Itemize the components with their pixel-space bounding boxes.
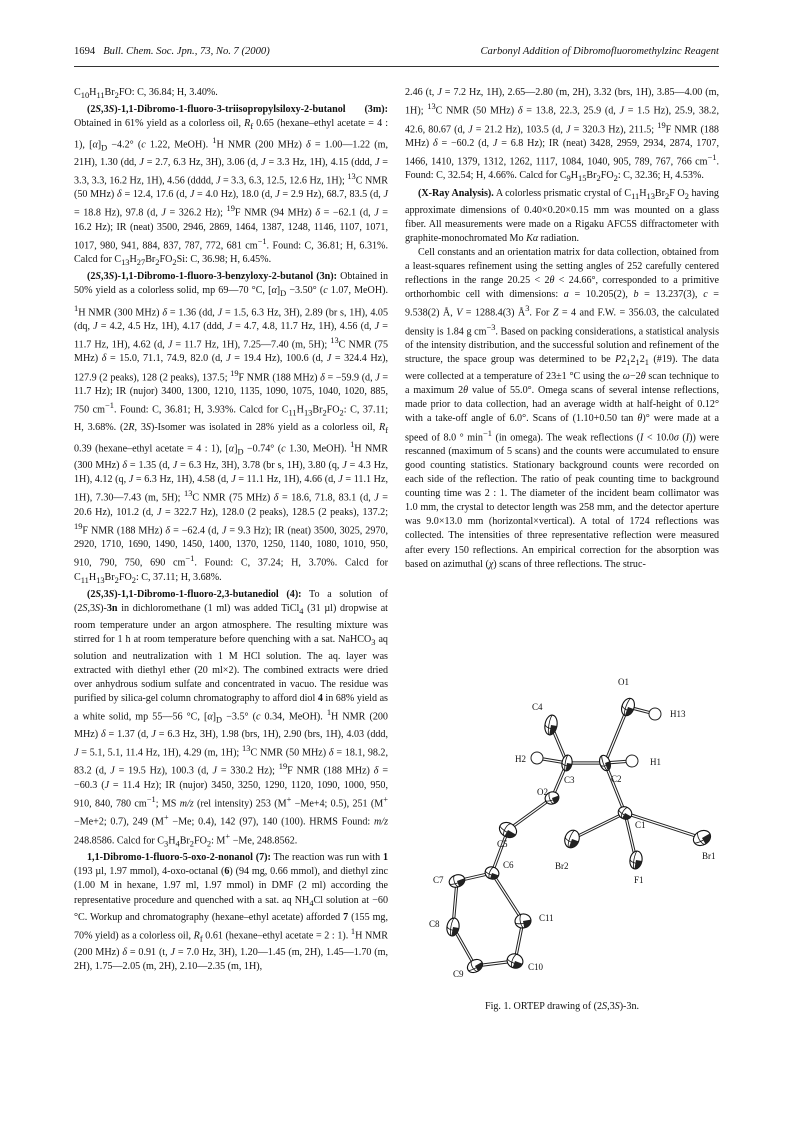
thermal-ellipsoid <box>447 873 466 890</box>
atom-label: C6 <box>503 860 514 870</box>
journal-citation: Bull. Chem. Soc. Jpn., 73, No. 7 (2000) <box>103 46 270 57</box>
figure-caption: Fig. 1. ORTEP drawing of (2S,3S)-3n. <box>484 1001 640 1012</box>
atom-label: C5 <box>497 839 508 849</box>
thermal-ellipsoid <box>562 828 581 850</box>
paragraph: (X-Ray Analysis). A colorless prismatic crystal of $C_{11}H_{13}Br_2F$ $O_2$ having approximate dimensions of 0.40×0.20×0.15 mm was mounted on a glass fiber. All measurements were made on a Rigaku AFC5S diffractometer with graphite-monochromated Mo Kα radiation. <box>405 187 719 244</box>
thermal-ellipsoid <box>505 952 525 971</box>
header-rule <box>74 66 719 67</box>
thermal-ellipsoid <box>514 913 532 930</box>
atom-label: O2 <box>537 787 548 797</box>
thermal-ellipsoid <box>483 865 500 881</box>
atom-label: C1 <box>635 820 646 830</box>
thermal-ellipsoid <box>691 827 714 848</box>
hydrogen-atom <box>531 752 543 764</box>
thermal-ellipsoid <box>598 754 613 772</box>
ortep-drawing <box>405 655 719 995</box>
atom-label: C7 <box>433 875 444 885</box>
atom-label: F1 <box>634 875 644 885</box>
atom-label: H1 <box>650 757 661 767</box>
atom-label: C11 <box>539 913 554 923</box>
thermal-ellipsoid <box>561 754 574 771</box>
paragraph: 1,1-Dibromo-1-fluoro-5-oxo-2-nonanol (7): The reaction was run with 1 (193 µl, 1.97 mmol), 4-oxo-octanal (6) (94 mg, 0.66 mmol), and diethyl zinc (1.00 M in hexane, 1.97 ml, 1.97 mmol) in DMF (2 ml) according the representative procedure and quenched with a sat. aq $NH_4Cl$ solution at −60 °C. Workup and chromatography (hexane–ethyl acetate) afforded 7 (155 mg, 70% yield) as a colorless oil, $R_f$ 0.61 (hexane–ethyl acetate = 2 : 1). $^1$H NMR (200 MHz) δ = 0.91 (t, J = 7.0 Hz, 3H), 1.20—1.45 (m, 2H), 1.45—1.70 (m, 2H), 1.75—2.05 (m, 2H), 2.10—2.35 (m, 1H), <box>74 852 389 973</box>
page-number: 1694 <box>74 46 96 57</box>
hydrogen-atom <box>626 755 638 767</box>
atom-label: O1 <box>618 677 629 687</box>
page-header <box>74 46 719 62</box>
atom-label: H2 <box>515 754 526 764</box>
paragraph: 2.46 (t, J = 7.2 Hz, 1H), 2.65—2.80 (m, 2H), 3.32 (brs, 1H), 3.85—4.00 (m, 1H); $^{13}$C NMR (50 MHz) δ = 13.8, 22.3, 25.9 (d, J = 1.5 Hz), 25.9, 38.2, 42.6, 80.67 (d, J = 21.2 Hz), 103.5 (d, J = 320.3 Hz), 211.5; $^{19}$F NMR (188 MHz) δ = −60.2 (d, J = 6.8 Hz); IR (neat) 3428, 2959, 2934, 2874, 1707, 1466, 1410, 1379, 1312, 1262, 1117, 1084, 1040, 905, 789, 767, 766 $cm^{-1}$. Found: C, 32.54; H, 4.66%. Calcd for $C_9H_{15}Br_2FO_2$: C, 32.36; H, 4.53%. <box>405 87 720 184</box>
atom-label: C4 <box>532 702 543 712</box>
ortep-figure <box>405 655 719 1025</box>
paragraph: (2S,3S)-1,1-Dibromo-1-fluoro-3-triisopropylsiloxy-2-butanol (3m): Obtained in 61% yield as a colorless oil, $R_f$ 0.65 (hexane–ethyl acetate = 4 : 1), $[\alpha]_D -4.2^\circ$ (c 1.22, MeOH). $^1$H NMR (200 MHz) δ = 1.00—1.22 (m, 21H), 1.30 (dd, J = 2.7, 6.3 Hz, 3H), 3.06 (d, J = 3.3 Hz, 1H), 4.15 (ddd, J = 3.3, 3.3, 16.2 Hz, 1H), 4.56 (dddd, J = 3.3, 6.3, 12.5, 12.6 Hz, 1H); $^{13}$C NMR (50 MHz) δ = 12.4, 17.6 (d, J = 4.0 Hz), 18.0 (d, J = 2.9 Hz), 68.7, 83.5 (d, J = 18.8 Hz), 97.8 (d, J = 326.2 Hz); $^{19}$F NMR (94 MHz) δ = −62.1 (d, J = 16.2 Hz); IR (neat) 3500, 2946, 2869, 1464, 1387, 1248, 1146, 1107, 1071, 1017, 980, 941, 884, 837, 787, 772, 681 $cm^{-1}$. Found: C, 36.81; H, 6.31%. Calcd for $C_{13}H_{27}Br_2FO_2Si$: C, 36.98; H, 6.45%. <box>74 104 389 268</box>
paragraph: (2S,3S)-1,1-Dibromo-1-fluoro-3-benzyloxy-2-butanol (3n): Obtained in 50% yield as a colorless solid, mp 69—70 °C, $[\alpha]_D -3.50^\circ$ (c 1.07, MeOH). $^1$H NMR (300 MHz) δ = 1.36 (dd, J = 1.5, 6.3 Hz, 3H), 2.89 (br s, 1H), 4.05 (dq, J = 4.2, 4.5 Hz, 1H), 4.17 (ddd, J = 4.7, 4.8, 11.7 Hz, 1H), 4.56 (d, J = 11.7 Hz, 1H), 4.62 (d, J = 11.7 Hz, 1H), 7.25—7.40 (m, 5H); $^{13}$C NMR (75 MHz) δ = 15.0, 71.1, 74.9, 82.0 (d, J = 19.4 Hz), 100.6 (d, J = 324.4 Hz), 127.9 (2 peaks), 128 (2 peaks), 137.5; $^{19}$F NMR (188 MHz) δ = −59.9 (d, J = 11.7 Hz); IR (nujor) 3400, 1300, 1210, 1135, 1090, 1075, 1040, 1020, 885, 750 $cm^{-1}$. Found: C, 36.81; H, 3.93%. Calcd for $C_{11}H_{13}Br_2FO_2$: C, 37.11; H, 3.68%. (2R, 3S)-Isomer was isolated in 28% yield as a colorless oil, $R_f$ 0.39 (hexane–ethyl acetate = 4 : 1), $[\alpha]_D -0.74^\circ$ (c 1.30, MeOH). $^1$H NMR (300 MHz) δ = 1.35 (d, J = 6.3 Hz, 3H), 3.78 (br s, 1H), 3.80 (q, J = 4.3 Hz, 1H), 4.12 (q, J = 6.3 Hz, 1H), 4.58 (d, J = 11.1 Hz, 1H), 4.66 (d, J = 11.1 Hz, 1H), 7.30—7.43 (m, 5H); $^{13}$C NMR (75 MHz) δ = 18.6, 71.8, 83.1 (d, J = 20.6 Hz), 101.2 (d, J = 322.7 Hz), 128.0 (2 peaks), 128.5 (2 peaks), 137.2; $^{19}$F NMR (188 MHz) δ = −62.4 (d, J = 9.3 Hz); IR (neat) 3500, 3025, 2970, 2920, 1710, 1690, 1490, 1450, 1400, 1370, 1250, 1140, 1080, 1010, 950, 910, 790, 750, 690 $cm^{-1}$. Found: C, 37.24; H, 3.70%. Calcd for $C_{11}H_{13}Br_2FO_2$: C, 37.11; H, 3.68%. <box>74 271 389 585</box>
header-left <box>74 46 270 57</box>
thermal-ellipsoid <box>629 850 644 870</box>
atom-label: Br1 <box>702 851 716 861</box>
atom-label: C10 <box>528 962 544 972</box>
paragraph: $C_{10}H_{11}Br_2FO$: C, 36.84; H, 3.40%. <box>74 87 218 101</box>
paragraph: (2S,3S)-1,1-Dibromo-1-fluoro-2,3-butanediol (4): To a solution of (2S,3S)-3n in dichloromethane (1 ml) was added TiCl$_4$ (31 µl) dropwise at room temperature under an argon atmosphere. The resulting mixture was stirred for 1 h at room temperature before quenching with a sat. NaHCO$_3$ aq solution and neutralization with 1 M HCl solution. The aq. layer was extracted with diethyl ether (20 ml×2). The combined extracts were dried over anhydrous sodium sulfate and concentrated in vacuo. The residue was purified by silica-gel column chromatography to afford diol 4 in 68% yield as a white solid, mp 55—56 °C, $[\alpha]_D -3.5^\circ$ (c 0.34, MeOH). $^1$H NMR (200 MHz) δ = 1.37 (d, J = 6.3 Hz, 3H), 1.98 (brs, 1H), 2.90 (brs, 1H), 4.03 (ddd, J = 5.1, 5.1, 11.4 Hz, 1H), 4.29 (m, 1H); $^{13}$C NMR (50 MHz) δ = 18.1, 98.2, 83.2 (d, J = 19.5 Hz), 100.3 (d, J = 330.2 Hz); $^{19}$F NMR (188 MHz) δ = −60.3 (J = 11.4 Hz); IR (nujor) 3450, 3250, 1290, 1120, 1090, 1000, 950, 910, 840, 780 $cm^{-1}$; MS m/z (rel intensity) 253 (M+ −Me+4; 0.5), 251 (M+ −Me+2; 0.7), 249 (M+ −Me; 0.4), 142 (97), 140 (100). HRMS Found: m/z 248.8586. Calcd for $C_3H_4Br_2FO_2$: M+ −Me, 248.8562. <box>74 588 389 849</box>
thermal-ellipsoid <box>543 714 558 736</box>
bond-highlight <box>508 798 552 830</box>
thermal-ellipsoid <box>616 804 634 821</box>
thermal-ellipsoid <box>619 696 636 717</box>
thermal-ellipsoid <box>465 957 485 975</box>
atom-label: C2 <box>611 774 622 784</box>
bond-highlight <box>492 873 523 921</box>
bond-highlight <box>572 813 625 839</box>
left-column <box>74 86 388 974</box>
atom-label: C8 <box>429 919 440 929</box>
paragraph: Cell constants and an orientation matrix for data collection, obtained from a least-squares refinement using the setting angles of 252 carefully centered reflections in the range 20.25 < 2θ < 24.66°, corresponded to a primitive orthorhombic cell with dimensions: a = 10.205(2), b = 13.237(3), c = 9.538(2) Å, V = 1288.4(3) $Å^3$. For Z = 4 and F.W. = 356.03, the calculated density is 1.84 g $cm^{-3}$. Based on packing considerations, a statistical analysis of the intensity distribution, and the successful solution and refinement of the structure, the space group was determined to be $P2_12_12_1$ (#19). The data were collected at a temperature of 23±1 °C using the ω−2θ scan technique to a maximum 2θ value of 55.0°. Omega scans of several intense reflections, made prior to data collection, had an average width at half-height of 0.12° with a take-off angle of 6.0°. Scans of (1.10+0.50 tan θ)° were made at a speed of 8.0 ° $\min^{-1} (in$ omega). The weak reflections (I < 10.0σ (I)) were rescanned (maximum of 5 scans) and the counts were accumulated to ensure good counting statistics. Stationary background counts were recorded on each side of the reflection. The ratio of peak counting time to background counting time was 2 : 1. The diameter of the incident beam collimator was 1.0 mm, the crystal to detector length was 258 mm, and the detector aperture was 9.0×13.0 mm (horizontal×vertical). A total of 1724 reflections was collected. The intensities of three representative reflection were measured after every 150 reflections. An empirical correction for the absorption was based on azimuthal (χ) scans of three reflections. The struc- <box>405 246 719 570</box>
atom-label: C3 <box>564 775 575 785</box>
atom-label: Br2 <box>555 861 569 871</box>
running-title: Carbonyl Addition of Dibromofluoromethylzinc Reagent <box>480 46 719 57</box>
right-column <box>405 86 719 572</box>
hydrogen-atom <box>649 708 661 720</box>
atom-label: C9 <box>453 969 464 979</box>
atom-label: H13 <box>670 709 686 719</box>
